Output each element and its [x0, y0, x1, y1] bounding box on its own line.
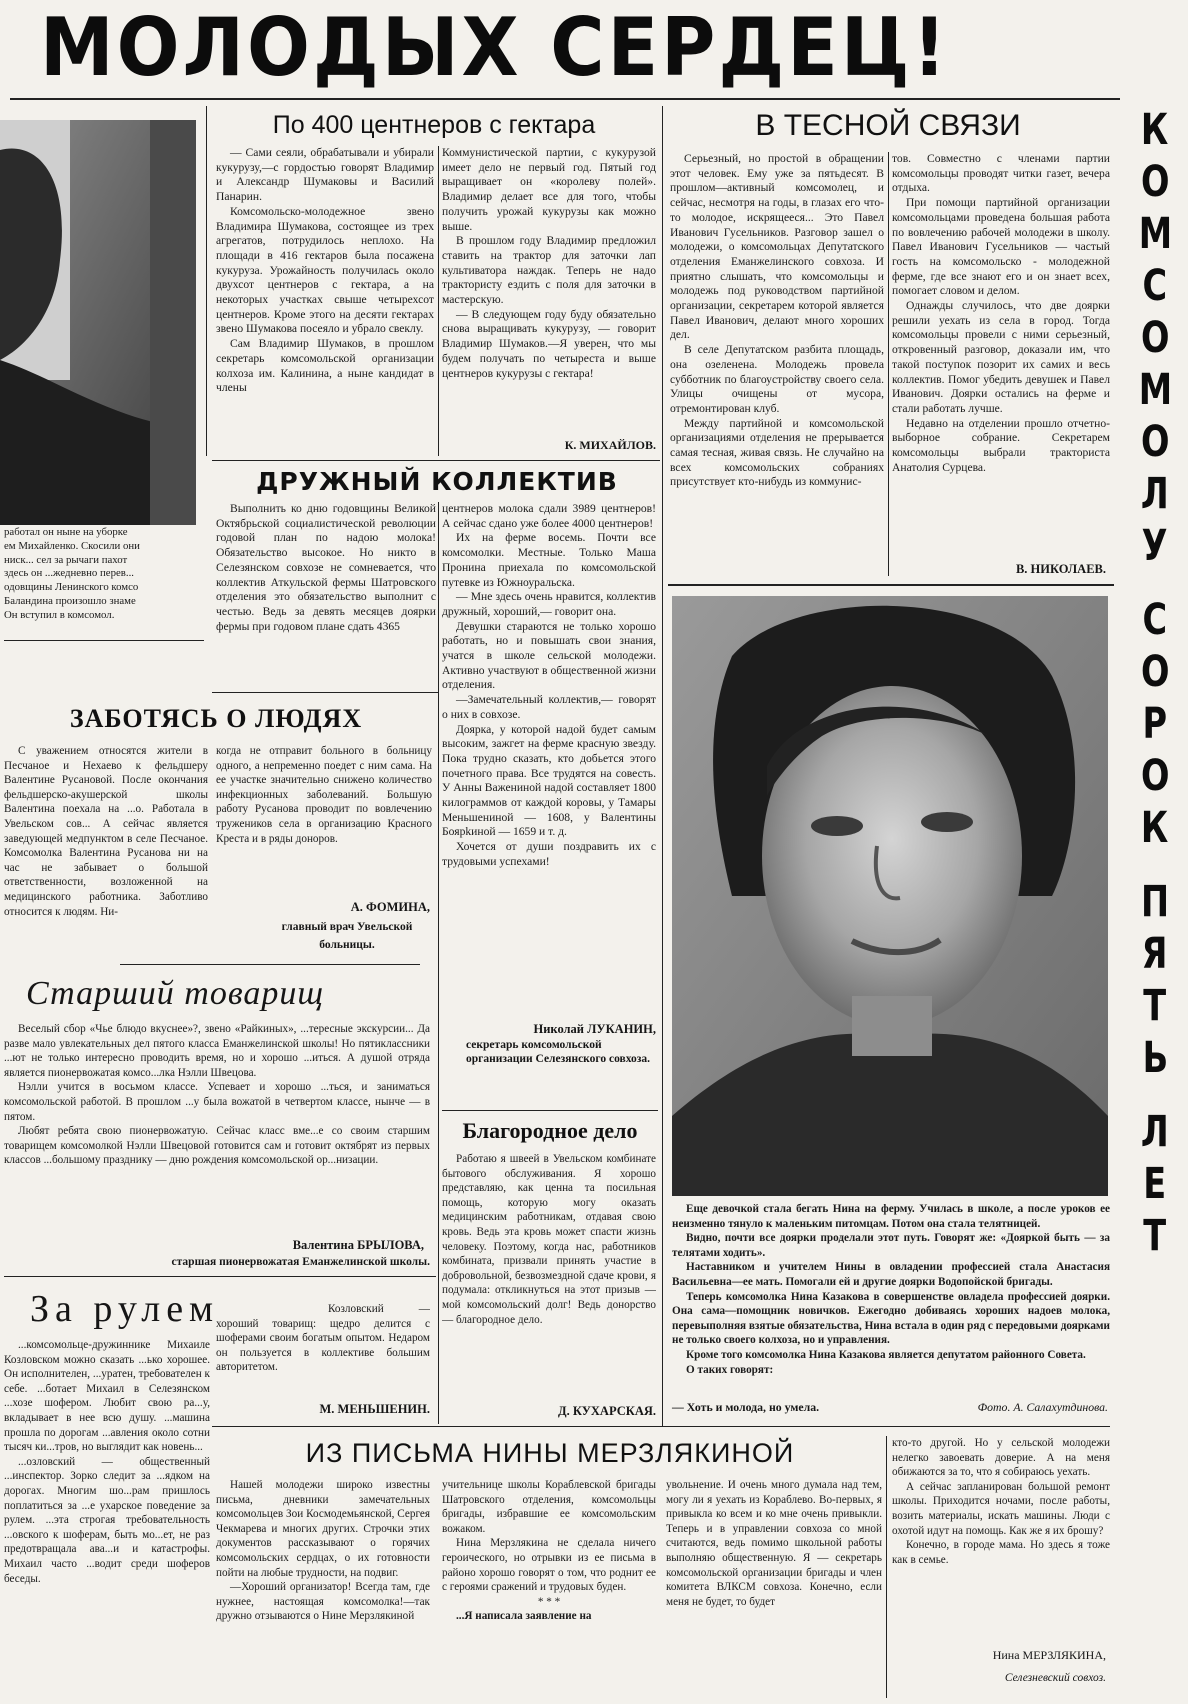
column-divider [888, 152, 889, 576]
left-photo-image [0, 120, 196, 525]
vertical-slogan-letter: С [1142, 595, 1168, 645]
paragraph: Любят ребята свою пионервожатую. Сейчас класс вме...е со своим старшим товарищем комсомолкой Нэлли Швецовой готовится сам и готовит октябрят из первых классов ...большому празднику — дню рождения комсомольской ор...низации. [4, 1125, 430, 1167]
divider [668, 584, 1114, 586]
vertical-slogan-letter: У [1142, 521, 1168, 571]
portrait-photo [672, 596, 1108, 1196]
article-noble-signature: Д. КУХАРСКАЯ. [558, 1404, 656, 1418]
paragraph: В селе Депутатском разбита площадь, она озеленена. Молодежь провела субботник по благоустройству своего села. Улицы очищены от мусора, отремонтирован клуб. [670, 343, 884, 415]
photo-caption [672, 1202, 1110, 1400]
paragraph: Сам Владимир Шумаков, в прошлом секретарь комсомольской организации колхоза им. Калинина, а ныне кандидат в члены [216, 337, 434, 395]
paragraph: Видно, почти все доярки проделали этот путь. Говорят же: «Дояркой быть — за телятами ходить». [672, 1232, 1110, 1259]
paragraph: — В следующем году буду обязательно снова выращивать кукурузу, — говорит Владимир Шумаков.—Я уверен, что мы будем получать по четыреста и выше центнеров кукурузы с гектара! [442, 307, 656, 380]
divider [4, 1276, 436, 1277]
vertical-slogan-word [1134, 104, 1177, 572]
left-fragment-line: ниск... сел за рычаги пахот [4, 553, 128, 566]
vertical-slogan-letter: О [1140, 157, 1170, 207]
divider [212, 1426, 1110, 1427]
article-collective-role: секретарь комсомольской организации Селезянского совхоза. [466, 1039, 651, 1065]
article-letter-col2 [442, 1478, 656, 1700]
article-wheel-title: За рулем [30, 1288, 220, 1330]
article-close-col1 [670, 152, 884, 576]
paragraph: Комсомольско-молодежное звено Владимира Шумакова, состоящее из трех агрегатов, потрудилось неплохо. На площади в 416 гектаров была посажена кукуруза. Урожайность получилась около двухсот центнеров с гектара, а на некоторых участках свыше четырехсот центнеров. Кроме этого на десяти гектарах звено Шумакова посеяло и убрало свеклу. [216, 204, 434, 336]
paragraph: Нина Мерзлякина не сделала ничего героического, но отрывки из ее письма в районо хорошо говорят о том, что роднит ее с героями сражений и трудовых буден. [442, 1537, 656, 1594]
vertical-slogan [1126, 104, 1184, 1704]
article-collective-col1 [216, 502, 436, 686]
vertical-slogan-letter: Е [1143, 1159, 1167, 1209]
article-care-signature: А. ФОМИНА, [350, 900, 430, 914]
divider [120, 964, 420, 965]
paragraph: тов. Совместно с членами партии комсомольцы проводят читки газет, вечера отдыха. [892, 152, 1110, 195]
vertical-slogan-letter: К [1141, 803, 1169, 853]
left-fragment-text [4, 526, 196, 638]
article-close-col2 [892, 152, 1110, 562]
paragraph: Веселый сбор «Чье блюдо вкуснее»?, звено «Райкиных», ...тересные экскурсии... Да разве мало увлекательных дел пятого класса Еманжелинской школы! Но пятиклассники ...ют не только интересно проводить время, но и хорошо ...иться. А душой отряда является пионервожатая комсо...лка Нэлли Швецова. [4, 1023, 430, 1079]
vertical-slogan-letter: П [1140, 877, 1170, 927]
article-senior-title: Старший товарищ [26, 975, 325, 1012]
paragraph: увольнение. И очень много думала над тем, могу ли я уехать из Кораблево. Во-первых, я привыкла ко всем и ко мне очень привыкли. Теперь и в управлении совхоза со мной считаются, ведь помимо школьной работы выполняю общественную. Я — секретарь комсомольской организации бригады и член комитета ВЛКСМ совхоза. Конечно, если меня не будет, то будет [666, 1479, 882, 1608]
paragraph: Их на ферме восемь. Почти все комсомолки. Местные. Только Маша Пронина приехала по комсомольской путевке из Южноуральска. [442, 531, 656, 589]
portrait-photo-image [672, 596, 1108, 1196]
paragraph: С уважением относятся жители в Песчаное и Нехаево к фельдшеру Валентине Русановой. После окончания фельдшерско-акушерской школы Валентина поехала на ...о. Работала в Увельском сов... А сейчас является заведующей медпунктом в селе Песчаное. Комсомолка Валентина Русанова ни на час не забывает о большой ответственности, возложенной на медицинского работника. Заботливо относится к людям. Ни- [4, 745, 208, 918]
paragraph: Недавно на отделении прошло отчетно-выборное собрание. Секретарем комсомольцы выбрали тракториста Анатолия Сурцева. [892, 416, 1110, 474]
column-divider [438, 502, 439, 1162]
paragraph: Доярка, у которой надой будет самым высоким, зажгет на ферме красную звезду. Пока трудно сказать, кто добьется этого почетного права. Все трудятся на совесть. У Анны Важениной надой составляет 1800 килограммов от каждой коровы, у Тамары Меньшениной — 1608, у Валентины Боярkиной — 1659 и т. д. [442, 722, 656, 839]
left-fragment-line: здесь он ...жедневно перев... [4, 567, 134, 580]
paragraph: —Хороший организатор! Всегда там, где нужнее, настоящая комсомолка!—так дружно отзываются о Нине Мерзлякиной [216, 1581, 430, 1623]
paragraph: Нэлли учится в восьмом классе. Успевает и хорошо ...ться, и заниматься комсомольской работой. В прошлом ...у была вожатой в четвертом классе, нынче — в пятом. [4, 1081, 430, 1123]
article-care-col1 [4, 744, 208, 956]
article-letter-col3 [666, 1478, 882, 1700]
photo-credit: Фото. А. Салахутдинова. [977, 1400, 1108, 1414]
divider [212, 460, 660, 461]
article-letter-col4 [892, 1436, 1110, 1642]
column-divider [438, 146, 439, 456]
article-close-title: В ТЕСНОЙ СВЯЗИ [755, 109, 1021, 142]
paragraph: когда не отправит больного в больницу одного, а непременно поедет с ним сама. На ее участке значительно снижено количество инфекционных заболеваний. Большую работу Русанова проводит по вовлечению тружеников села в организацию Красного Креста и в ряды доноров. [216, 745, 432, 845]
paragraph: —Замечательный коллектив,— говорят о них в совхозе. [442, 693, 656, 721]
vertical-slogan-letter: Т [1143, 1211, 1167, 1261]
article-noble-text [442, 1152, 656, 1396]
vertical-slogan-letter: Л [1141, 469, 1169, 519]
article-400-signature: К. МИХАЙЛОВ. [564, 438, 656, 452]
vertical-slogan-letter: О [1140, 417, 1170, 467]
column-divider [662, 106, 663, 1426]
paragraph: кто-то другой. Но у сельской молодежи нелегко завоевать доверие. А на меня обижаются за то, что я собираюсь уехать. [892, 1437, 1110, 1479]
paragraph: учительнице школы Кораблевской бригады Шатровского отделения, комсомольцы бригады, избравшие ее комсомольским вожаком. [442, 1479, 656, 1535]
paragraph: Выполнить ко дню годовщины Великой Октябрьской социалистической революции годовой план по надою молока! Обязательство высокое. Но никто в Селезянском совхозе не сомневается, что коллектив Аткульской фермы Шатровского отделения это обязательство выполнит с честью. Ведь за девять месяцев доярки фермы при годовом плане сдать 4365 [216, 502, 436, 633]
article-care-role: главный врач Увельской больницы. [281, 921, 413, 951]
paragraph: Еще девочкой стала бегать Нина на ферму. Училась в школе, а после уроков ее неизменно тянуло к маленьким питомцам. Потом она стала телятницей. [672, 1203, 1110, 1230]
paragraph: Девушки стараются не только хорошо работать, но и повышать свои знания, учатся в школе сельской молодежи. Активно участвуют в общественной жизни отделения. [442, 619, 656, 692]
masthead-rule [10, 98, 1120, 100]
article-400-title: По 400 центнеров с гектара [272, 111, 596, 139]
vertical-slogan-letter: Р [1142, 699, 1168, 749]
vertical-slogan-letter: О [1140, 313, 1170, 363]
paragraph: Теперь комсомолка Нина Казакова в совершенстве овладела профессией доярки. Она сама—помощник новичков. Ежегодно добиваясь хороших надоев молока, перевыполняя взятые обязательства, Нина встала в один ряд с передовыми доярками не только своего колхоза, но и управления. [672, 1290, 1110, 1347]
article-400-col2 [442, 146, 656, 440]
vertical-slogan-letter: Ь [1142, 1033, 1168, 1083]
article-care-col2 [216, 744, 432, 900]
paragraph: О таких говорят: [686, 1363, 774, 1376]
vertical-slogan-letter: Т [1143, 981, 1167, 1031]
masthead-title: МОЛОДЫХ СЕРДЕЦ! [40, 1, 950, 95]
vertical-slogan-letter: М [1138, 209, 1172, 259]
paragraph: Хочется от души поздравить их с трудовыми успехами! [442, 840, 656, 868]
left-fragment-line: Баландина произошло знаме [4, 594, 136, 607]
paragraph: Конечно, в городе мама. Но здесь я тоже как в семье. [892, 1539, 1110, 1566]
article-collective-signature: Николай ЛУКАНИН, [533, 1022, 656, 1036]
paragraph: — Сами сеяли, обрабатывали и убирали кукурузу,—с гордостью говорят Владимир и Александр Шумаковы и Василий Панарин. [216, 146, 434, 204]
article-letter-col1 [216, 1478, 430, 1700]
vertical-slogan-letter: С [1142, 261, 1168, 311]
vertical-slogan-letter: О [1140, 647, 1170, 697]
vertical-slogan-word [1137, 594, 1174, 854]
article-close-signature: В. НИКОЛАЕВ. [1015, 562, 1106, 576]
article-noble-title: Благородное дело [462, 1118, 638, 1143]
vertical-slogan-letter: К [1141, 105, 1169, 155]
photo-quote: — Хоть и молода, но умела. [672, 1400, 820, 1414]
left-photo [0, 120, 196, 525]
paragraph: ...Я написала заявление на [456, 1610, 592, 1623]
column-divider [886, 1436, 887, 1698]
article-wheel-intro [216, 1302, 430, 1402]
paragraph: Между партийной и комсомольской организациями отделения не прерывается самая тесная, живая связь. Не случайно на всех комсомольских собраниях присутствует кто-нибудь из коммунис- [670, 416, 884, 489]
article-senior-signature: Валентина БРЫЛОВА, [292, 1238, 424, 1252]
article-wheel-signature: М. МЕНЬШЕНИН. [319, 1402, 430, 1416]
left-fragment-line: работал он ныне на уборке [4, 526, 128, 538]
column-divider [206, 106, 207, 456]
divider [212, 692, 438, 693]
article-letter-place: Селезневский совхоз. [1004, 1672, 1106, 1684]
vertical-slogan-letter: О [1140, 751, 1170, 801]
article-senior-role: старшая пионервожатая Еманжелинской школы. [171, 1256, 430, 1268]
paragraph: Серьезный, но простой в обращении этот человек. Ему уже за пятьдесят. В прошлом—активный комсомолец, и сейчас, несмотря на годы, в глазах его что-то молодое, искрящееся... Это Павел Иванович Гусельников. Разговор зашел о молодежи, о комсомольцах Депутатского отделения Еманжелинского совхоза. И приятно слышать, что комсомольцы и молодежь под руководством партийной организации, секретарем которой является Павел Иванович, делают много хороших дел. [670, 152, 884, 342]
paragraph: ...озловский — общественный ...инспектор. Зорко следит за ...ядком на дорогах. Многим шо...рам пришлось поплатиться за ...е ухарское поведение за рулем. ...эта строгая требовательность ...овского к шоферам, быть мо...ет, не раз предотвращала ава...и и катастрофы. Михаил часто ...водит среди шоферов беседы. [4, 1455, 210, 1585]
paragraph: При помощи партийной организации комсомольцами проведена большая работа по вовлечению рабочей молодежи в школу. Павел Иванович Гусельников — частый гость на комсомольско - молодежной ферме, где все знают его и он знает всех, помогает словом и делом. [892, 196, 1110, 298]
article-care-title: ЗАБОТЯСЬ О ЛЮДЯХ [69, 704, 363, 733]
article-letter-signature: Нина МЕРЗЛЯКИНА, [992, 1648, 1106, 1662]
paragraph: А сейчас запланирован большой ремонт школы. Приходится ночами, после работы, возить материалы, искать машины. Люди с охотой идут на помощь. Как же я их брошу? [892, 1480, 1110, 1537]
divider [442, 1110, 658, 1111]
paragraph: — Мне здесь очень нравится, коллектив дружный, хороший,— говорит она. [442, 590, 656, 618]
article-letter-title: ИЗ ПИСЬМА НИНЫ МЕРЗЛЯКИНОЙ [305, 1438, 795, 1468]
paragraph: * * * [537, 1595, 561, 1608]
vertical-slogan-letter: Я [1142, 929, 1168, 979]
article-senior-text [4, 1022, 430, 1246]
vertical-slogan-word [1137, 876, 1173, 1084]
paragraph: Однажды случилось, что две доярки решили уехать из села в город. Тогда комсомольцы провели с ними серьезный, откровенный разговор, доказали им, что такой поступок позорит их самих и весь коллектив. Помог убедить девушек и Павел Иванович. Доярки остались на ферме и стали работать лучше. [892, 299, 1110, 415]
paragraph: Наставником и учителем Нины в овладении профессией стала Анастасия Васильевна—ее мать. Помогали ей и другие доярки Водопойской бригады. [672, 1261, 1110, 1288]
vertical-slogan-letter: Л [1141, 1107, 1169, 1157]
paragraph: Работаю я швеей в Увельском комбинате бытового обслуживания. Я хорошо представляю, как ценна та посильная помощь, которую могу оказать медицинским работникам, отдавая свою кровь. Ведь эта кровь может спасти жизнь человеку. Поэтому, когда нас, работников комбината, призвали принять участие в добровольной, безвозмездной сдаче крови, я подумала: откликнуться на этот призыв — мой комсомольский долг! Ведь донорство — благородное дело. [442, 1153, 656, 1326]
paragraph: Коммунистической партии, с кукурузой имеет дело не первый год. Пятый год выращивает он «королеву полей». Владимир делает все для того, чтобы получить урожай кукурузы как можно выше. [442, 146, 656, 233]
paragraph: В прошлом году Владимир предложил ставить на трактор для заточки лап культиватора наждак. Теперь не надо трактористу ездить с поля для заточки в мастерскую. [442, 234, 656, 307]
paragraph: Нашей молодежи широко известны письма, дневники замечательных комсомольцев Зои Космодемьянской, Сергея Чекмарева и многих других. Строчки этих документов рассказывают о горячих комсомольских сердцах, о их готовности пойти на любые трудности, на подвиг. [216, 1479, 430, 1579]
article-wheel-text [4, 1338, 210, 1698]
article-collective-col2 [442, 502, 656, 1024]
paragraph: Кроме того комсомолка Нина Казакова является депутатом районного Совета. [686, 1348, 1086, 1361]
divider [4, 640, 204, 641]
paragraph: центнеров молока сдали 3989 центнеров! А сейчас сдано уже более 4000 центнеров! [442, 502, 656, 530]
article-400-col1 [216, 146, 434, 456]
column-divider [438, 1124, 439, 1424]
left-fragment-line: Он вступил в комсомол. [4, 608, 115, 621]
left-fragment-line: одовщины Ленинского комсо [4, 581, 139, 594]
paragraph: ...комсомольце-дружиннике Михаиле Козловском можно сказать ...ько хорошее. Он исполнителен, ...уратен, требователен к себе. ...ботает Михаил в Селезянском ...хозе шофером. Любит свою ра...у, вкладывает в нее всю душу. ...машина прошла по дорогам ...авления около сотни тысяч ки...тров, но выглядит как новень... [4, 1339, 210, 1454]
left-fragment-line: ем Михайленко. Скосили они [4, 539, 140, 552]
vertical-slogan-word [1137, 1106, 1173, 1262]
vertical-slogan-letter: М [1138, 365, 1172, 415]
article-collective-title: ДРУЖНЫЙ КОЛЛЕКТИВ [256, 467, 618, 496]
paragraph: Козловский — хороший товарищ: щедро делится с шоферами своим богатым опытом. Недаром он пользуется в коллективе большим авторитетом. [216, 1303, 430, 1374]
